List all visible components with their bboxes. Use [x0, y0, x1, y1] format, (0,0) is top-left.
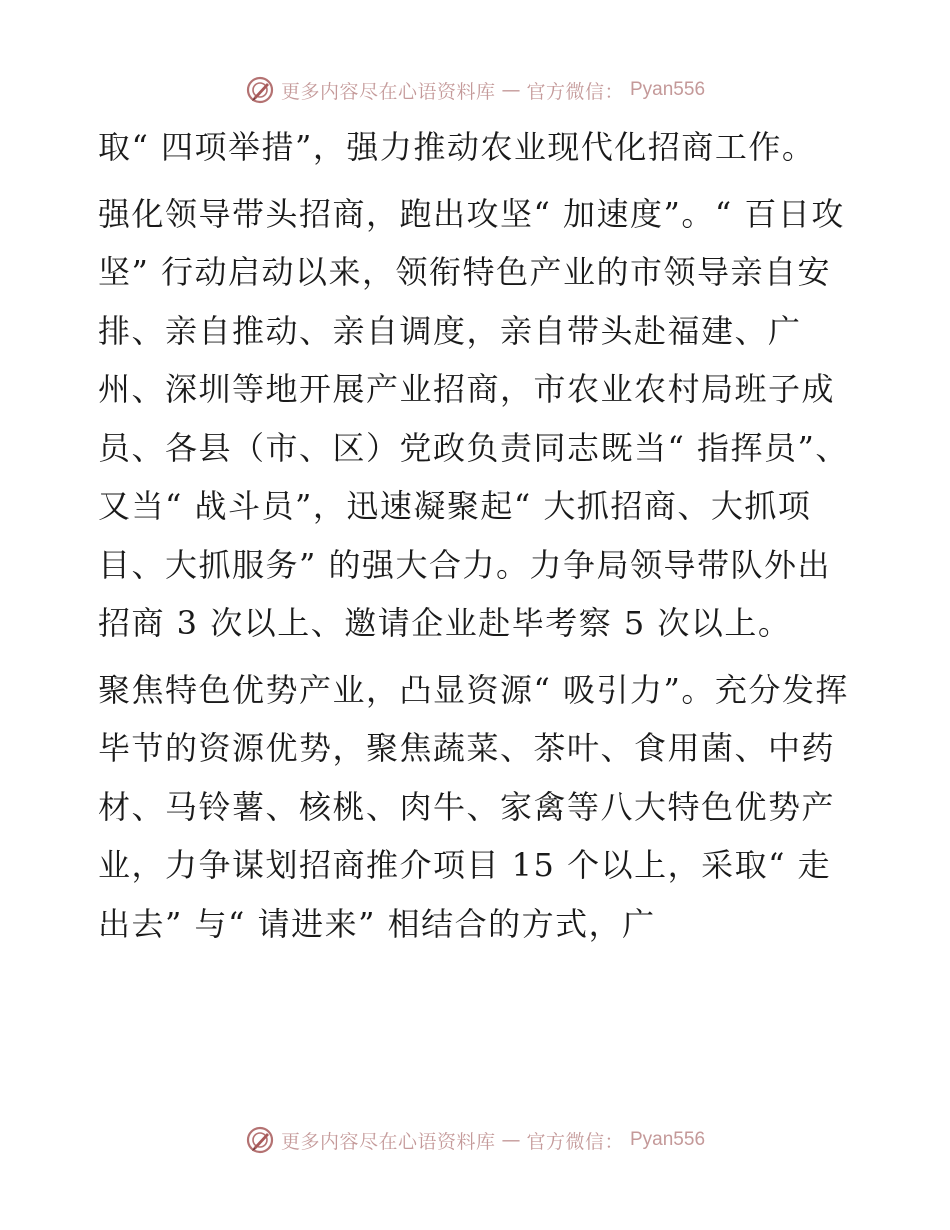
pen-logo-icon	[245, 75, 275, 105]
document-body	[98, 118, 858, 961]
paragraph-leadership-investment: 强化领导带头招商，跑出攻坚“ 加速度”。“ 百日攻坚” 行动启动以来，领衔特色产业的市领导亲自安排、亲自推动、亲自调度，亲自带头赴福建、广州、深圳等地开展产业招商，市农业农村局班子成员、各县（市、区）党政负责同志既当“ 指挥员”、又当“ 战斗员”，迅速凝聚起“ 大抓招商、大抓项目、大抓服务” 的强大合力。力争局领导带队外出招商 3 次以上、邀请企业赴毕考察 5 次以上。	[98, 194, 849, 642]
watermark-wechat-label: 官方微信：	[526, 80, 624, 103]
watermark-site-text: 更多内容尽在心语资料库	[280, 1130, 496, 1153]
paragraph-intro-continuation: 取“ 四项举措”，强力推动农业现代化招商工作。	[98, 128, 816, 166]
watermark-wechat-label: 官方微信：	[526, 1130, 624, 1153]
footer-watermark	[0, 1120, 950, 1160]
watermark-dash: —	[501, 79, 521, 101]
watermark-wechat-id: Pyan556	[630, 79, 706, 100]
watermark-dash: —	[501, 1129, 521, 1151]
watermark-wechat-id: Pyan556	[630, 1129, 706, 1150]
paragraph-featured-industries: 聚焦特色优势产业，凸显资源“ 吸引力”。充分发挥毕节的资源优势，聚焦蔬菜、茶叶、食用菌、中药材、马铃薯、核桃、肉牛、家禽等八大特色优势产业，力争谋划招商推介项目 15 个以上，采取“ 走出去” 与“ 请进来” 相结合的方式，广	[98, 670, 849, 943]
watermark-site-text: 更多内容尽在心语资料库	[280, 80, 496, 103]
pen-logo-icon	[245, 1125, 275, 1155]
header-watermark	[0, 70, 950, 110]
